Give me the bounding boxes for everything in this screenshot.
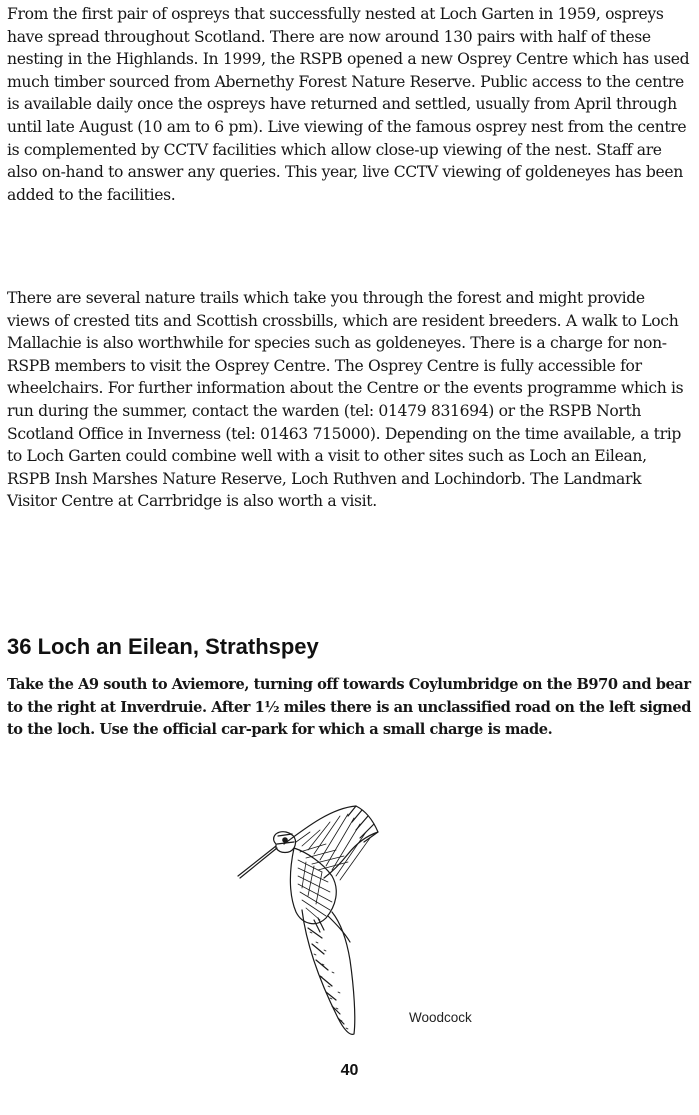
section-heading: 36 Loch an Eilean, Strathspey bbox=[7, 634, 319, 659]
woodcock-icon bbox=[236, 792, 406, 1042]
woodcock-illustration bbox=[236, 792, 406, 1042]
paragraph-nature-trails: There are several nature trails which take you through the forest and might provide views of crested tits and Scottish crossbills, which are resident breeders. A walk to Loch Mallachie is also worthwhile for species such as goldeneyes. There is a charge for non-RSPB members to visit the Osprey Centre. The Osprey Centre is fully accessible for wheelchairs. For further information about the Centre or the events programme which is run during the summer, contact the warden (tel: 01479 831694) or the RSPB North Scotland Office in Inverness (tel: 01463 715000). Depending on the time available, a trip to Loch Garten could combine well with a visit to other sites such as Loch an Eilean, RSPB Insh Marshes Nature Reserve, Loch Ruthven and Lochindorb. The Landmark Visitor Centre at Carrbridge is also worth a visit. bbox=[7, 289, 684, 511]
section-directions: Take the A9 south to Aviemore, turning off towards Coylumbridge on the B970 and bear to the right at Inverdruie. After 1½ miles there is an unclassified road on the left signed to the loch. Use the official car-park for which a small charge is made. bbox=[7, 676, 692, 739]
page-number: 40 bbox=[340, 1062, 359, 1079]
paragraph-osprey-centre: From the first pair of ospreys that successfully nested at Loch Garten in 1959, ospreys have spread throughout Scotland. There are now around 130 pairs with half of these nesting in the Highlands. In 1999, the RSPB opened a new Osprey Centre which has used much timber sourced from Abernethy Forest Nature Reserve. Public access to the centre is available daily once the ospreys have returned and settled, usually from April through until late August (10 am to 6 pm). Live viewing of the famous osprey nest from the centre is complemented by CCTV facilities which allow close-up viewing of the nest. Staff are also on-hand to answer any queries. This year, live CCTV viewing of goldeneyes has been added to the facilities. bbox=[7, 5, 690, 204]
illustration-caption: Woodcock bbox=[409, 1010, 472, 1025]
